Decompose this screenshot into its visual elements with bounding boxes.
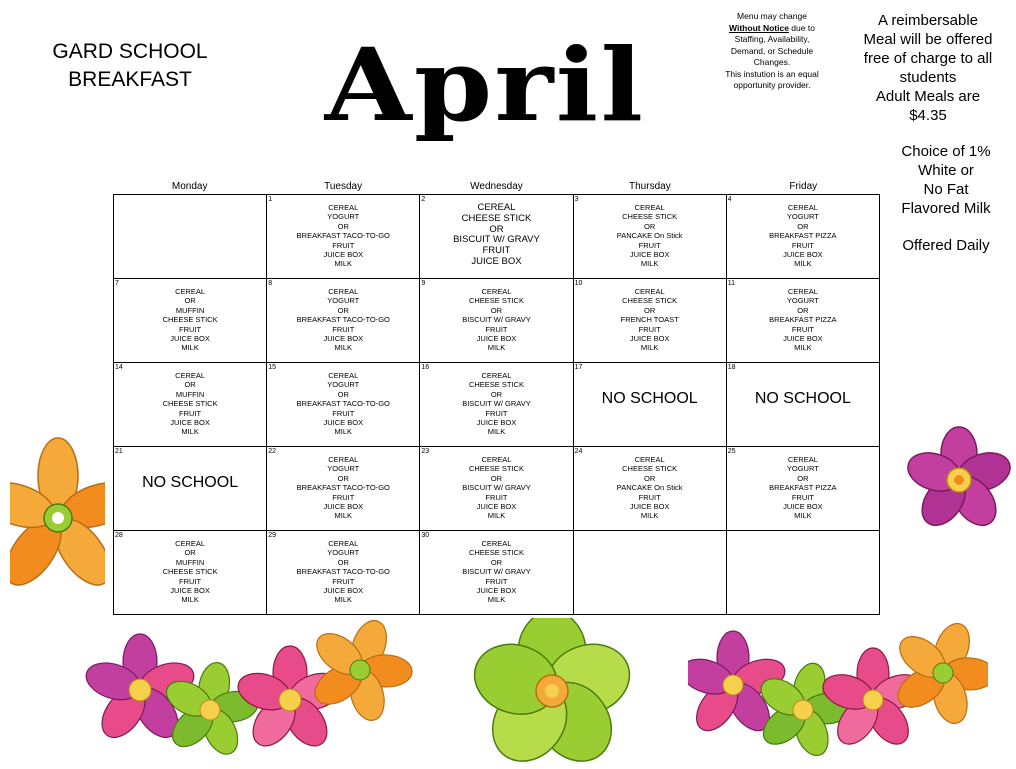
menu-item: OR: [797, 221, 809, 231]
menu-item: JUICE BOX: [783, 502, 823, 512]
menu-item: YOGURT: [327, 212, 360, 222]
menu-item: OR: [489, 223, 504, 235]
calendar-day: [420, 279, 573, 363]
menu-item: MILK: [794, 343, 812, 353]
menu-item: CEREAL: [787, 203, 818, 212]
menu-item: MILK: [487, 511, 506, 521]
menu-item: FRUIT: [332, 324, 355, 334]
calendar-day: [114, 279, 267, 363]
menu-item: JUICE BOX: [170, 334, 210, 344]
menu-item: CEREAL: [175, 539, 206, 548]
menu-item: FRUIT: [179, 324, 202, 334]
menu-item: MILK: [640, 259, 659, 269]
notice-line: Staffing, Availability,: [734, 34, 810, 44]
day-of-week-friday: Friday: [789, 181, 818, 192]
menu-item: JUICE BOX: [323, 586, 364, 596]
menu-item: CEREAL: [328, 539, 359, 548]
day-number: 7: [115, 280, 119, 287]
milk-info-line: White or: [918, 162, 974, 179]
menu-item: FRUIT: [332, 408, 355, 418]
menu-item: OR: [490, 473, 503, 483]
menu-list: [420, 447, 572, 521]
menu-list: [267, 531, 419, 605]
calendar-day: [267, 447, 420, 531]
menu-item: FRUIT: [638, 240, 661, 250]
menu-item: CHEESE STICK: [468, 548, 524, 558]
menu-item: YOGURT: [786, 212, 819, 222]
menu-list: [574, 195, 726, 269]
school-title-line2: BREAKFAST: [68, 68, 192, 91]
menu-item: OR: [337, 221, 349, 231]
day-number: 17: [574, 364, 583, 371]
menu-item: JUICE BOX: [476, 586, 517, 596]
menu-item: CEREAL: [481, 539, 512, 548]
menu-list: [114, 531, 266, 605]
menu-item: CEREAL: [634, 287, 665, 296]
menu-item: FRUIT: [485, 408, 508, 418]
calendar-week: [114, 447, 880, 531]
menu-item: FRUIT: [638, 492, 661, 502]
menu-item: YOGURT: [327, 296, 360, 306]
menu-item: MILK: [334, 595, 353, 605]
day-number: 14: [115, 364, 123, 371]
menu-item: OR: [184, 380, 196, 390]
menu-item: MILK: [181, 343, 199, 353]
menu-item: PANCAKE On Stick: [616, 483, 683, 493]
menu-item: MILK: [334, 511, 353, 521]
menu-item: CEREAL: [481, 371, 512, 380]
menu-item: MILK: [794, 511, 812, 521]
meal-info-line: students: [899, 69, 957, 86]
menu-item: YOGURT: [786, 464, 819, 474]
menu-item: BREAKFAST TACO-TO-GO: [296, 399, 390, 409]
menu-item: OR: [644, 473, 656, 483]
menu-item: JUICE BOX: [170, 418, 210, 428]
day-number: 24: [574, 448, 583, 455]
day-number: 16: [421, 364, 430, 371]
menu-item: JUICE BOX: [476, 334, 517, 344]
calendar-day: [420, 531, 573, 615]
menu-list: [727, 279, 879, 353]
menu-item: BREAKFAST PIZZA: [769, 315, 837, 325]
menu-item: JUICE BOX: [323, 250, 364, 260]
calendar-week: [114, 363, 880, 447]
calendar-day: [267, 195, 420, 279]
milk-info-line: Choice of 1%: [901, 143, 991, 160]
menu-item: FRUIT: [485, 492, 508, 502]
menu-item: YOGURT: [327, 464, 360, 474]
menu-item: CEREAL: [634, 203, 665, 212]
menu-item: CEREAL: [477, 202, 516, 213]
calendar-day: [573, 195, 726, 279]
meal-info: [848, 11, 1008, 125]
day-of-week-monday: Monday: [171, 181, 208, 192]
menu-list: [420, 531, 572, 605]
notice-line: Menu may change: [737, 11, 807, 21]
menu-item: JUICE BOX: [476, 418, 517, 428]
menu-item: FRUIT: [332, 576, 355, 586]
menu-item: JUICE BOX: [476, 502, 517, 512]
calendar-day: [726, 447, 879, 531]
day-number: 1: [268, 196, 273, 203]
menu-item: OR: [797, 305, 809, 315]
flower-icon: [440, 618, 665, 764]
meal-info-line: free of charge to all: [863, 50, 993, 67]
menu-item: CHEESE STICK: [162, 567, 218, 577]
calendar-day: [726, 279, 879, 363]
menu-item: BREAKFAST TACO-TO-GO: [296, 567, 390, 577]
menu-item: BREAKFAST PIZZA: [769, 231, 837, 241]
menu-item: OR: [337, 557, 349, 567]
menu-item: OR: [337, 389, 349, 399]
menu-item: CEREAL: [787, 287, 818, 296]
menu-item: JUICE BOX: [783, 250, 823, 260]
menu-item: OR: [184, 548, 196, 558]
menu-item: CHEESE STICK: [162, 315, 218, 325]
menu-item: CEREAL: [175, 371, 206, 380]
menu-item: CEREAL: [481, 455, 512, 464]
calendar-day: [573, 363, 726, 447]
menu-item: OR: [490, 305, 503, 315]
menu-list: [420, 279, 572, 353]
day-number: 11: [727, 280, 736, 287]
menu-item: JUICE BOX: [323, 418, 364, 428]
day-number: 18: [727, 364, 736, 371]
meal-info-line: Meal will be offered: [863, 31, 993, 48]
menu-item: MILK: [334, 259, 353, 269]
menu-item: MILK: [487, 427, 506, 437]
day-of-week-header: [113, 180, 880, 194]
milk-info-line: No Fat: [923, 181, 969, 198]
menu-item: CEREAL: [634, 455, 665, 464]
calendar-day: [114, 531, 267, 615]
flower-icon: [688, 615, 988, 765]
menu-item: OR: [490, 557, 503, 567]
menu-item: CEREAL: [481, 287, 512, 296]
calendar-day: [573, 531, 726, 615]
menu-item: OR: [337, 305, 349, 315]
flower-icon: [905, 425, 1013, 535]
menu-item: BREAKFAST TACO-TO-GO: [296, 483, 390, 493]
calendar-day: [114, 363, 267, 447]
calendar-day: [420, 447, 573, 531]
menu-item: FRUIT: [791, 492, 814, 502]
menu-item: FRUIT: [791, 240, 814, 250]
menu-item: MILK: [181, 595, 199, 605]
menu-item: OR: [184, 296, 196, 306]
day-number: 10: [574, 280, 583, 287]
menu-item: MUFFIN: [175, 305, 205, 315]
calendar-week: [114, 531, 880, 615]
menu-item: PANCAKE On Stick: [616, 231, 683, 241]
menu-item: JUICE BOX: [629, 250, 670, 260]
menu-list: [420, 195, 572, 268]
menu-list: [420, 363, 572, 437]
menu-item: FRUIT: [485, 324, 508, 334]
menu-item: MILK: [487, 595, 506, 605]
menu-item: BISCUIT W/ GRAVY: [462, 483, 531, 493]
menu-item: FRUIT: [485, 576, 508, 586]
notice-line: [716, 23, 828, 35]
offered-daily: Offered Daily: [902, 237, 990, 254]
menu-list: [267, 447, 419, 521]
day-number: 8: [268, 280, 273, 287]
day-number: 2: [421, 196, 426, 203]
menu-item: BISCUIT W/ GRAVY: [462, 315, 531, 325]
menu-item: OR: [490, 389, 503, 399]
menu-item: FRUIT: [482, 245, 511, 257]
menu-item: JUICE BOX: [629, 334, 670, 344]
menu-change-notice: [716, 11, 828, 92]
day-number: 21: [115, 448, 123, 455]
menu-item: CHEESE STICK: [461, 212, 532, 224]
menu-item: BREAKFAST PIZZA: [769, 483, 837, 493]
day-number: 25: [727, 448, 736, 455]
notice-text: due to: [788, 22, 815, 33]
meal-info-line: A reimbersable: [877, 12, 979, 29]
notice-line: Changes.: [753, 57, 791, 67]
calendar-day: [267, 531, 420, 615]
menu-item: MILK: [640, 343, 659, 353]
menu-item: CHEESE STICK: [468, 380, 524, 390]
menu-item: BREAKFAST TACO-TO-GO: [296, 315, 390, 325]
calendar-day: [267, 363, 420, 447]
day-number: 22: [268, 448, 276, 455]
menu-item: MUFFIN: [175, 389, 205, 399]
menu-item: MILK: [640, 511, 659, 521]
notice-emphasis: Without Notice: [729, 22, 789, 33]
menu-list: [267, 279, 419, 353]
calendar-week: [114, 279, 880, 363]
menu-item: CHEESE STICK: [468, 296, 524, 306]
menu-item: JUICE BOX: [471, 255, 522, 267]
menu-item: FRUIT: [332, 240, 355, 250]
menu-item: FRENCH TOAST: [620, 315, 679, 325]
menu-list: [114, 363, 266, 437]
menu-list: [727, 195, 879, 269]
menu-item: BISCUIT W/ GRAVY: [462, 399, 531, 409]
calendar-day: [114, 447, 267, 531]
menu-item: MUFFIN: [175, 557, 205, 567]
menu-item: CHEESE STICK: [468, 464, 524, 474]
milk-info-line: Flavored Milk: [901, 200, 991, 217]
menu-item: OR: [644, 305, 656, 315]
calendar-day: [420, 363, 573, 447]
day-number: 3: [574, 196, 579, 203]
menu-item: YOGURT: [327, 548, 360, 558]
menu-item: CHEESE STICK: [162, 399, 218, 409]
calendar-day: [726, 363, 879, 447]
menu-item: CEREAL: [328, 287, 359, 296]
calendar-day: [267, 279, 420, 363]
flower-icon: [85, 615, 415, 765]
menu-list: [574, 279, 726, 353]
menu-list: [267, 363, 419, 437]
notice-line: Demand, or Schedule: [730, 45, 814, 56]
month-title: April: [324, 26, 646, 144]
menu-item: BREAKFAST TACO-TO-GO: [296, 231, 390, 241]
day-number: 15: [268, 364, 276, 371]
calendar-day: [573, 279, 726, 363]
menu-list: [727, 447, 879, 521]
menu-item: OR: [337, 473, 349, 483]
calendar-day: [573, 447, 726, 531]
calendar-day: [726, 531, 879, 615]
menu-item: JUICE BOX: [783, 334, 823, 344]
school-title: [40, 38, 220, 94]
menu-item: CEREAL: [175, 287, 206, 296]
day-number: 28: [115, 532, 123, 539]
menu-item: FRUIT: [179, 408, 202, 418]
menu-item: FRUIT: [791, 324, 814, 334]
menu-item: FRUIT: [179, 576, 202, 586]
menu-item: JUICE BOX: [323, 334, 364, 344]
day-of-week-tuesday: Tuesday: [324, 181, 363, 192]
menu-item: CHEESE STICK: [622, 212, 678, 222]
calendar-day: [726, 195, 879, 279]
menu-item: CEREAL: [787, 455, 818, 464]
menu-item: JUICE BOX: [323, 502, 364, 512]
menu-item: OR: [797, 473, 809, 483]
day-number: 29: [268, 532, 276, 539]
menu-item: CEREAL: [328, 455, 359, 464]
day-number: 30: [421, 532, 430, 539]
meal-info-line: Adult Meals are: [875, 88, 981, 105]
menu-item: JUICE BOX: [629, 502, 670, 512]
flower-icon: [10, 430, 105, 605]
day-number: 23: [421, 448, 430, 455]
no-school-label: NO SCHOOL: [754, 390, 851, 407]
menu-item: YOGURT: [786, 296, 819, 306]
menu-item: FRUIT: [638, 324, 661, 334]
menu-item: CHEESE STICK: [622, 464, 678, 474]
menu-item: CHEESE STICK: [622, 296, 678, 306]
breakfast-calendar: [113, 194, 880, 615]
menu-item: MILK: [794, 259, 812, 269]
school-title-line1: GARD SCHOOL: [52, 40, 208, 63]
notice-line: opportunity provider.: [733, 80, 811, 90]
menu-item: CEREAL: [328, 203, 359, 212]
menu-list: [574, 447, 726, 521]
no-school-label: NO SCHOOL: [142, 474, 239, 491]
menu-item: JUICE BOX: [170, 586, 210, 596]
day-number: 4: [727, 196, 732, 203]
menu-item: BISCUIT W/ GRAVY: [453, 234, 540, 246]
adult-meal-price: $4.35: [909, 107, 947, 124]
menu-item: MILK: [334, 427, 353, 437]
menu-list: [114, 279, 266, 353]
no-school-label: NO SCHOOL: [601, 390, 698, 407]
menu-item: MILK: [334, 343, 353, 353]
menu-item: MILK: [487, 343, 506, 353]
day-number: 9: [421, 280, 426, 287]
menu-item: CEREAL: [328, 371, 359, 380]
notice-line: This instution is an equal: [725, 68, 819, 79]
menu-item: MILK: [181, 427, 199, 437]
calendar-day: [420, 195, 573, 279]
day-of-week-wednesday: Wednesday: [470, 181, 523, 192]
day-of-week-thursday: Thursday: [629, 181, 671, 192]
calendar-day: [114, 195, 267, 279]
calendar-week: [114, 195, 880, 279]
menu-list: [267, 195, 419, 269]
menu-item: YOGURT: [327, 380, 360, 390]
menu-item: OR: [644, 221, 656, 231]
milk-info: [880, 142, 1012, 255]
menu-item: FRUIT: [332, 492, 355, 502]
menu-item: BISCUIT W/ GRAVY: [462, 567, 531, 577]
